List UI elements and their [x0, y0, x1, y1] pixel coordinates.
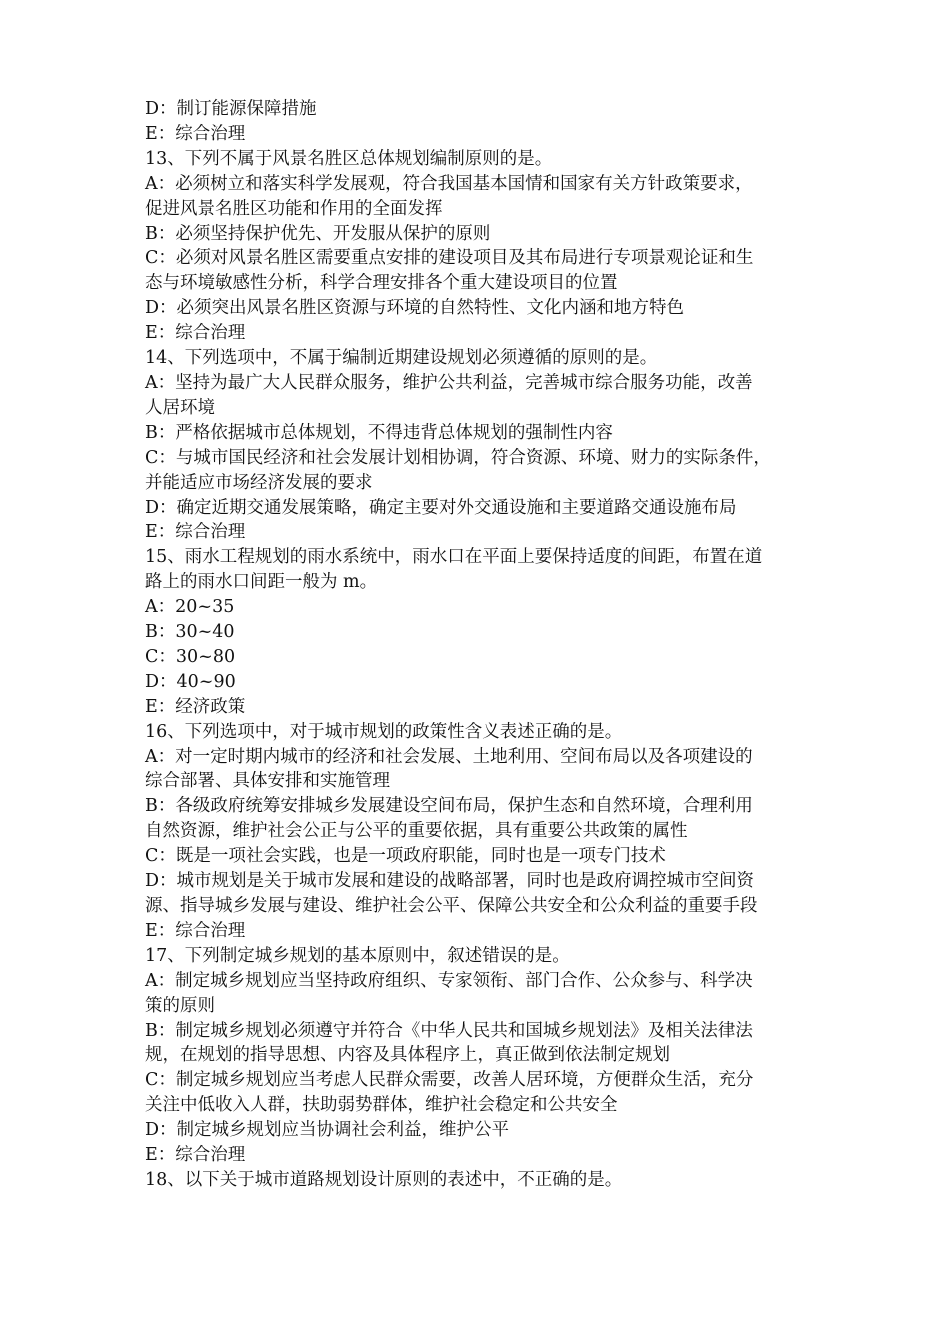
- text-line: 14、下列选项中，不属于编制近期建设规划必须遵循的原则的是。: [145, 348, 658, 369]
- text-line: D：40~90: [145, 671, 236, 692]
- text-line: A：必须树立和落实科学发展观，符合我国基本国情和国家有关方针政策要求，: [145, 173, 753, 194]
- text-line: 13、下列不属于风景名胜区总体规划编制原则的是。: [145, 148, 553, 169]
- text-line: 综合部署、具体安排和实施管理: [145, 771, 390, 792]
- document-page: [145, 97, 815, 1193]
- text-line: B：制定城乡规划必须遵守并符合《中华人民共和国城乡规划法》及相关法律法: [145, 1020, 753, 1041]
- text-line: E：综合治理: [145, 522, 246, 543]
- text-line: C：30~80: [145, 646, 236, 667]
- text-line: D：确定近期交通发展策略，确定主要对外交通设施和主要道路交通设施布局: [145, 497, 737, 518]
- text-line: C：制定城乡规划应当考虑人民群众需要，改善人居环境，方便群众生活，充分: [145, 1070, 754, 1091]
- text-line: 16、下列选项中，对于城市规划的政策性含义表述正确的是。: [145, 721, 623, 742]
- text-line: D：制订能源保障措施: [145, 99, 317, 119]
- text-line: C：既是一项社会实践，也是一项政府职能，同时也是一项专门技术: [145, 846, 666, 867]
- text-line: E：综合治理: [145, 920, 246, 941]
- text-line: E：综合治理: [145, 323, 246, 344]
- text-line: 路上的雨水口间距一般为 m。: [145, 572, 378, 593]
- text-line: 关注中低收入人群，扶助弱势群体，维护社会稳定和公共安全: [145, 1095, 618, 1116]
- text-line: B：必须坚持保护优先、开发服从保护的原则: [145, 223, 491, 244]
- text-line: 态与环境敏感性分析，科学合理安排各个重大建设项目的位置: [145, 273, 618, 294]
- text-line: A：制定城乡规划应当坚持政府组织、专家领衔、部门合作、公众参与、科学决: [145, 970, 753, 991]
- text-line: 规，在规划的指导思想、内容及具体程序上，真正做到依法制定规划: [145, 1045, 670, 1066]
- text-line: B：各级政府统筹安排城乡发展建设空间布局，保护生态和自然环境，合理利用: [145, 796, 753, 817]
- text-line: E：经济政策: [145, 696, 246, 717]
- text-line: C：必须对风景名胜区需要重点安排的建设项目及其布局进行专项景观论证和生: [145, 248, 754, 269]
- text-line: 15、雨水工程规划的雨水系统中，雨水口在平面上要保持适度的间距，布置在道: [145, 547, 763, 568]
- text-line: A：坚持为最广大人民群众服务，维护公共利益，完善城市综合服务功能，改善: [145, 372, 753, 393]
- text-line: 18、以下关于城市道路规划设计原则的表述中，不正确的是。: [145, 1169, 623, 1190]
- text-line: E：综合治理: [145, 1145, 246, 1166]
- text-line: C：与城市国民经济和社会发展计划相协调，符合资源、环境、财力的实际条件，: [145, 447, 771, 468]
- text-line: B：严格依据城市总体规划，不得违背总体规划的强制性内容: [145, 422, 613, 443]
- text-line: 并能适应市场经济发展的要求: [145, 472, 373, 493]
- text-line: B：30~40: [145, 622, 235, 643]
- text-line: 17、下列制定城乡规划的基本原则中，叙述错误的是。: [145, 945, 570, 966]
- text-line: 自然资源，维护社会公正与公平的重要依据，具有重要公共政策的属性: [145, 821, 688, 842]
- text-line: 策的原则: [145, 995, 215, 1016]
- text-line: 促进风景名胜区功能和作用的全面发挥: [145, 198, 443, 219]
- text-line: 源、指导城乡发展与建设、维护社会公平、保障公共安全和公众利益的重要手段: [145, 896, 758, 916]
- text-line: A：20~35: [145, 597, 235, 618]
- text-line: E：综合治理: [145, 123, 246, 144]
- text-line: 人居环境: [145, 397, 215, 418]
- text-line: D：必须突出风景名胜区资源与环境的自然特性、文化内涵和地方特色: [145, 298, 685, 319]
- text-line: A：对一定时期内城市的经济和社会发展、土地利用、空间布局以及各项建设的: [145, 746, 753, 767]
- text-line: D：城市规划是关于城市发展和建设的战略部署，同时也是政府调控城市空间资: [145, 871, 755, 892]
- text-line: D：制定城乡规划应当协调社会利益，维护公平: [145, 1120, 510, 1141]
